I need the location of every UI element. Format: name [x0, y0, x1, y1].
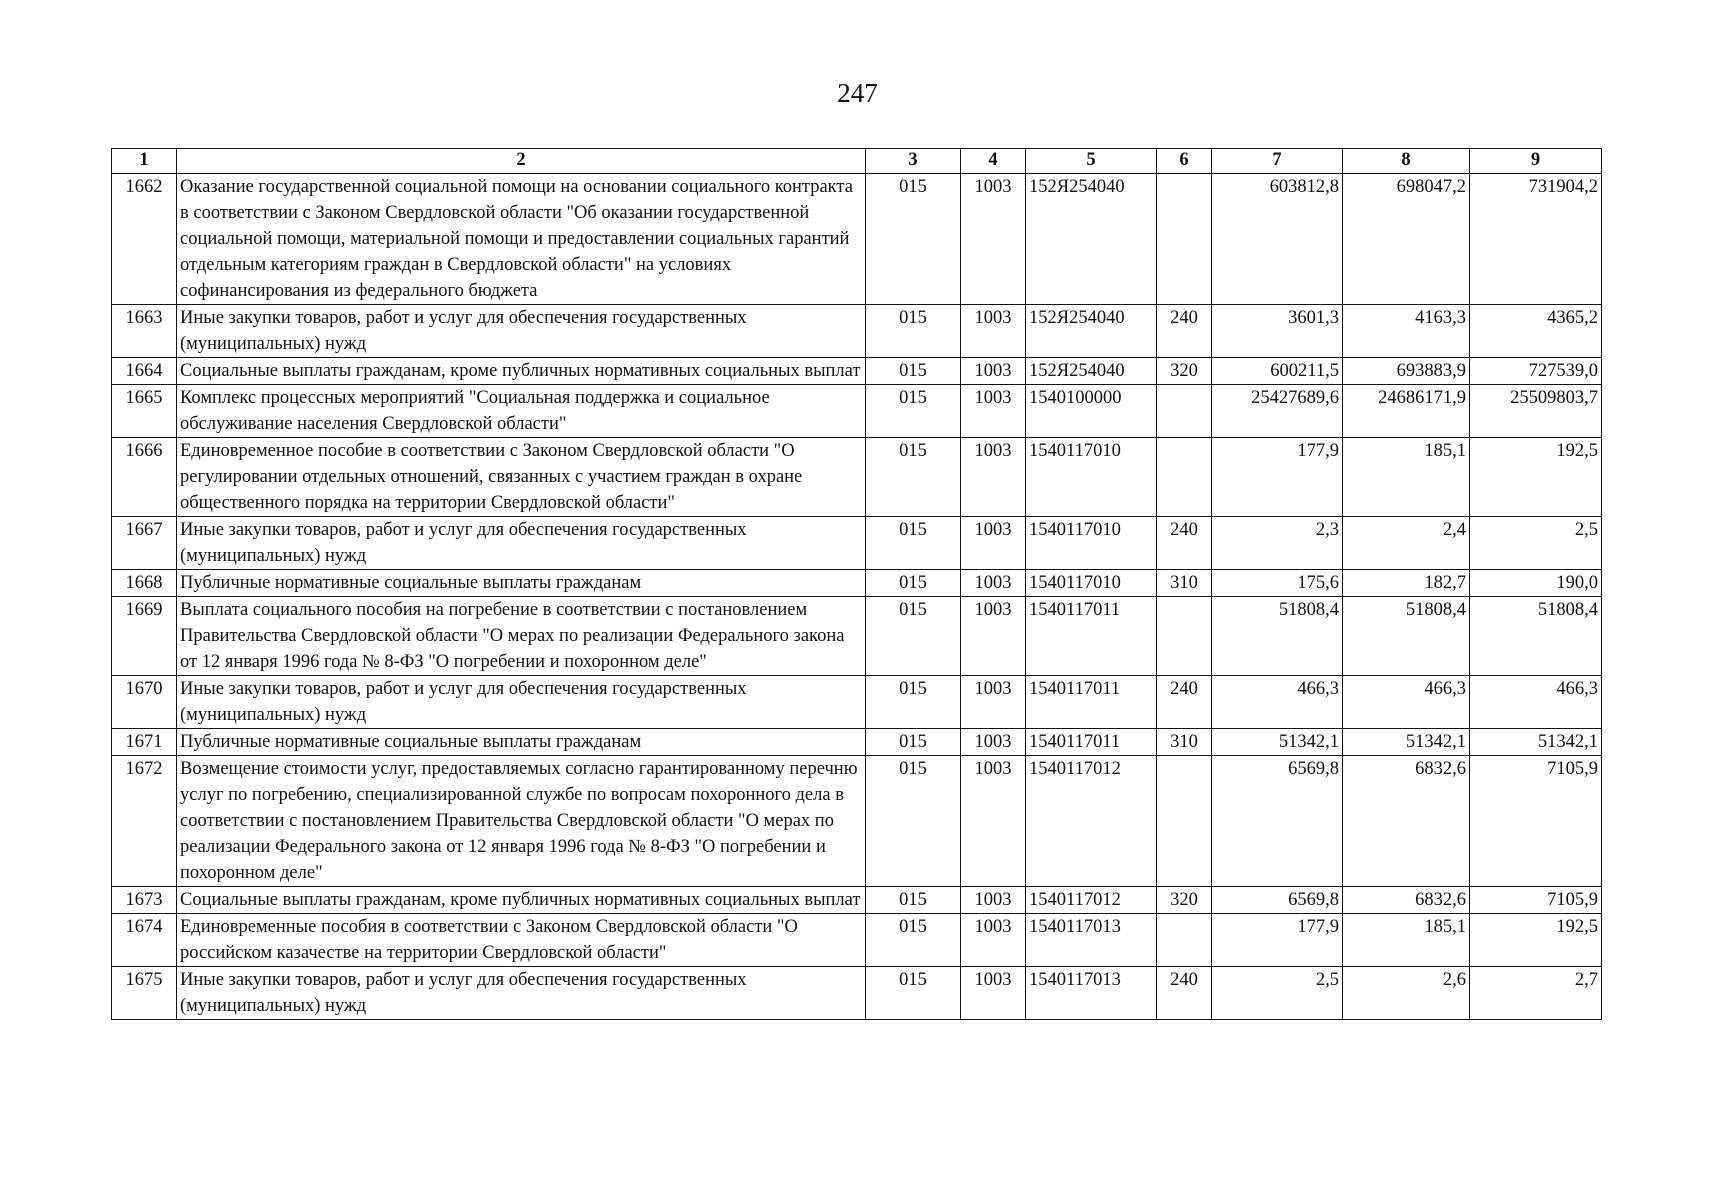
table-row	[112, 597, 1602, 676]
row-description: Иные закупки товаров, работ и услуг для обеспечения государственных (муниципальных) нужд	[177, 676, 866, 729]
row-target-code: 152Я254040	[1026, 305, 1157, 358]
row-amount-col9: 192,5	[1470, 914, 1602, 967]
row-description: Оказание государственной социальной помощи на основании социального контракта в соответствии с Законом Свердловской области "Об оказании государственной социальной помощи, материальной помощи и предоставлении социальных гарантий отдельным категориям граждан в Свердловской области" на условиях софинансирования из федерального бюджета	[177, 174, 866, 305]
table-row	[112, 174, 1602, 305]
row-number: 1664	[112, 358, 177, 385]
row-target-code: 152Я254040	[1026, 174, 1157, 305]
row-amount-col7: 2,3	[1212, 517, 1343, 570]
row-number: 1675	[112, 967, 177, 1020]
row-amount-col8: 182,7	[1343, 570, 1470, 597]
row-expense-type	[1157, 385, 1212, 438]
row-target-code: 1540117010	[1026, 438, 1157, 517]
row-amount-col7: 51808,4	[1212, 597, 1343, 676]
row-amount-col8: 185,1	[1343, 438, 1470, 517]
row-section-code: 1003	[961, 174, 1026, 305]
row-amount-col9: 727539,0	[1470, 358, 1602, 385]
table-row	[112, 729, 1602, 756]
col-header-7: 7	[1212, 149, 1343, 174]
col-header-9: 9	[1470, 149, 1602, 174]
row-amount-col9: 51342,1	[1470, 729, 1602, 756]
row-number: 1673	[112, 887, 177, 914]
row-admin-code: 015	[866, 385, 961, 438]
row-expense-type	[1157, 756, 1212, 887]
row-amount-col9: 2,5	[1470, 517, 1602, 570]
row-section-code: 1003	[961, 967, 1026, 1020]
row-expense-type	[1157, 174, 1212, 305]
row-amount-col8: 51808,4	[1343, 597, 1470, 676]
row-description: Единовременные пособия в соответствии с Законом Свердловской области "О российском казачестве на территории Свердловской области"	[177, 914, 866, 967]
table-row	[112, 358, 1602, 385]
row-target-code: 1540117011	[1026, 597, 1157, 676]
row-section-code: 1003	[961, 676, 1026, 729]
row-amount-col8: 698047,2	[1343, 174, 1470, 305]
row-amount-col9: 192,5	[1470, 438, 1602, 517]
row-description: Социальные выплаты гражданам, кроме публичных нормативных социальных выплат	[177, 358, 866, 385]
row-description: Единовременное пособие в соответствии с Законом Свердловской области "О регулировании отдельных отношений, связанных с участием граждан в охране общественного порядка на территории Свердловской области"	[177, 438, 866, 517]
row-section-code: 1003	[961, 597, 1026, 676]
row-amount-col9: 4365,2	[1470, 305, 1602, 358]
row-number: 1671	[112, 729, 177, 756]
row-number: 1667	[112, 517, 177, 570]
row-section-code: 1003	[961, 358, 1026, 385]
row-number: 1674	[112, 914, 177, 967]
row-expense-type: 320	[1157, 887, 1212, 914]
row-admin-code: 015	[866, 305, 961, 358]
row-amount-col8: 24686171,9	[1343, 385, 1470, 438]
row-number: 1662	[112, 174, 177, 305]
row-amount-col7: 466,3	[1212, 676, 1343, 729]
table-row	[112, 517, 1602, 570]
row-number: 1665	[112, 385, 177, 438]
header-row	[112, 149, 1602, 174]
row-expense-type: 310	[1157, 570, 1212, 597]
row-admin-code: 015	[866, 517, 961, 570]
table-body	[112, 174, 1602, 1020]
row-description: Выплата социального пособия на погребение в соответствии с постановлением Правительства Свердловской области "О мерах по реализации Федерального закона от 12 января 1996 года № 8-ФЗ "О погребении и похоронном деле"	[177, 597, 866, 676]
row-amount-col7: 603812,8	[1212, 174, 1343, 305]
row-section-code: 1003	[961, 729, 1026, 756]
row-description: Публичные нормативные социальные выплаты гражданам	[177, 570, 866, 597]
row-admin-code: 015	[866, 358, 961, 385]
row-admin-code: 015	[866, 729, 961, 756]
row-admin-code: 015	[866, 174, 961, 305]
row-target-code: 1540117013	[1026, 914, 1157, 967]
table-row	[112, 967, 1602, 1020]
row-amount-col7: 51342,1	[1212, 729, 1343, 756]
row-section-code: 1003	[961, 438, 1026, 517]
table-row	[112, 914, 1602, 967]
row-amount-col8: 6832,6	[1343, 756, 1470, 887]
row-expense-type: 320	[1157, 358, 1212, 385]
row-amount-col8: 2,6	[1343, 967, 1470, 1020]
row-amount-col9: 51808,4	[1470, 597, 1602, 676]
row-admin-code: 015	[866, 756, 961, 887]
row-admin-code: 015	[866, 597, 961, 676]
row-amount-col7: 25427689,6	[1212, 385, 1343, 438]
row-number: 1666	[112, 438, 177, 517]
row-amount-col8: 693883,9	[1343, 358, 1470, 385]
row-amount-col7: 6569,8	[1212, 756, 1343, 887]
col-header-8: 8	[1343, 149, 1470, 174]
row-amount-col9: 7105,9	[1470, 887, 1602, 914]
table-row	[112, 676, 1602, 729]
row-number: 1663	[112, 305, 177, 358]
row-section-code: 1003	[961, 517, 1026, 570]
row-number: 1668	[112, 570, 177, 597]
row-expense-type: 240	[1157, 676, 1212, 729]
row-admin-code: 015	[866, 887, 961, 914]
row-expense-type: 240	[1157, 517, 1212, 570]
row-target-code: 152Я254040	[1026, 358, 1157, 385]
row-expense-type: 240	[1157, 967, 1212, 1020]
row-expense-type: 240	[1157, 305, 1212, 358]
row-description: Комплекс процессных мероприятий "Социальная поддержка и социальное обслуживание населения Свердловской области"	[177, 385, 866, 438]
row-amount-col7: 2,5	[1212, 967, 1343, 1020]
row-target-code: 1540117010	[1026, 517, 1157, 570]
row-expense-type: 310	[1157, 729, 1212, 756]
row-amount-col8: 4163,3	[1343, 305, 1470, 358]
row-amount-col8: 6832,6	[1343, 887, 1470, 914]
row-target-code: 1540117011	[1026, 729, 1157, 756]
row-description: Иные закупки товаров, работ и услуг для обеспечения государственных (муниципальных) нужд	[177, 305, 866, 358]
row-description: Публичные нормативные социальные выплаты гражданам	[177, 729, 866, 756]
row-admin-code: 015	[866, 914, 961, 967]
row-target-code: 1540117012	[1026, 756, 1157, 887]
col-header-4: 4	[961, 149, 1026, 174]
row-amount-col8: 51342,1	[1343, 729, 1470, 756]
table-row	[112, 385, 1602, 438]
table-row	[112, 756, 1602, 887]
row-number: 1672	[112, 756, 177, 887]
page-number: 247	[837, 78, 878, 108]
col-header-1: 1	[112, 149, 177, 174]
row-amount-col7: 177,9	[1212, 438, 1343, 517]
row-admin-code: 015	[866, 676, 961, 729]
row-amount-col9: 731904,2	[1470, 174, 1602, 305]
row-number: 1670	[112, 676, 177, 729]
row-description: Иные закупки товаров, работ и услуг для обеспечения государственных (муниципальных) нужд	[177, 517, 866, 570]
row-amount-col9: 7105,9	[1470, 756, 1602, 887]
row-amount-col7: 177,9	[1212, 914, 1343, 967]
row-amount-col9: 25509803,7	[1470, 385, 1602, 438]
col-header-5: 5	[1026, 149, 1157, 174]
row-amount-col7: 6569,8	[1212, 887, 1343, 914]
row-section-code: 1003	[961, 570, 1026, 597]
row-amount-col9: 466,3	[1470, 676, 1602, 729]
col-header-2: 2	[177, 149, 866, 174]
row-number: 1669	[112, 597, 177, 676]
row-section-code: 1003	[961, 887, 1026, 914]
row-section-code: 1003	[961, 385, 1026, 438]
row-description: Возмещение стоимости услуг, предоставляемых согласно гарантированному перечню услуг по погребению, специализированной службе по вопросам похоронного дела в соответствии с постановлением Правительства Свердловской области "О мерах по реализации Федерального закона от 12 января 1996 года № 8-ФЗ "О погребении и похоронном деле"	[177, 756, 866, 887]
row-target-code: 1540100000	[1026, 385, 1157, 438]
table-row	[112, 570, 1602, 597]
row-amount-col9: 190,0	[1470, 570, 1602, 597]
row-target-code: 1540117013	[1026, 967, 1157, 1020]
row-section-code: 1003	[961, 305, 1026, 358]
row-amount-col9: 2,7	[1470, 967, 1602, 1020]
row-description: Иные закупки товаров, работ и услуг для обеспечения государственных (муниципальных) нужд	[177, 967, 866, 1020]
row-admin-code: 015	[866, 438, 961, 517]
col-header-3: 3	[866, 149, 961, 174]
budget-table	[111, 148, 1602, 1020]
row-section-code: 1003	[961, 914, 1026, 967]
row-amount-col8: 185,1	[1343, 914, 1470, 967]
row-admin-code: 015	[866, 967, 961, 1020]
row-description: Социальные выплаты гражданам, кроме публичных нормативных социальных выплат	[177, 887, 866, 914]
row-amount-col7: 175,6	[1212, 570, 1343, 597]
row-target-code: 1540117012	[1026, 887, 1157, 914]
row-expense-type	[1157, 597, 1212, 676]
col-header-6: 6	[1157, 149, 1212, 174]
table-row	[112, 305, 1602, 358]
row-expense-type	[1157, 438, 1212, 517]
row-amount-col7: 600211,5	[1212, 358, 1343, 385]
row-amount-col7: 3601,3	[1212, 305, 1343, 358]
row-amount-col8: 466,3	[1343, 676, 1470, 729]
table-row	[112, 887, 1602, 914]
row-admin-code: 015	[866, 570, 961, 597]
row-expense-type	[1157, 914, 1212, 967]
table-row	[112, 438, 1602, 517]
row-target-code: 1540117011	[1026, 676, 1157, 729]
row-target-code: 1540117010	[1026, 570, 1157, 597]
row-amount-col8: 2,4	[1343, 517, 1470, 570]
row-section-code: 1003	[961, 756, 1026, 887]
